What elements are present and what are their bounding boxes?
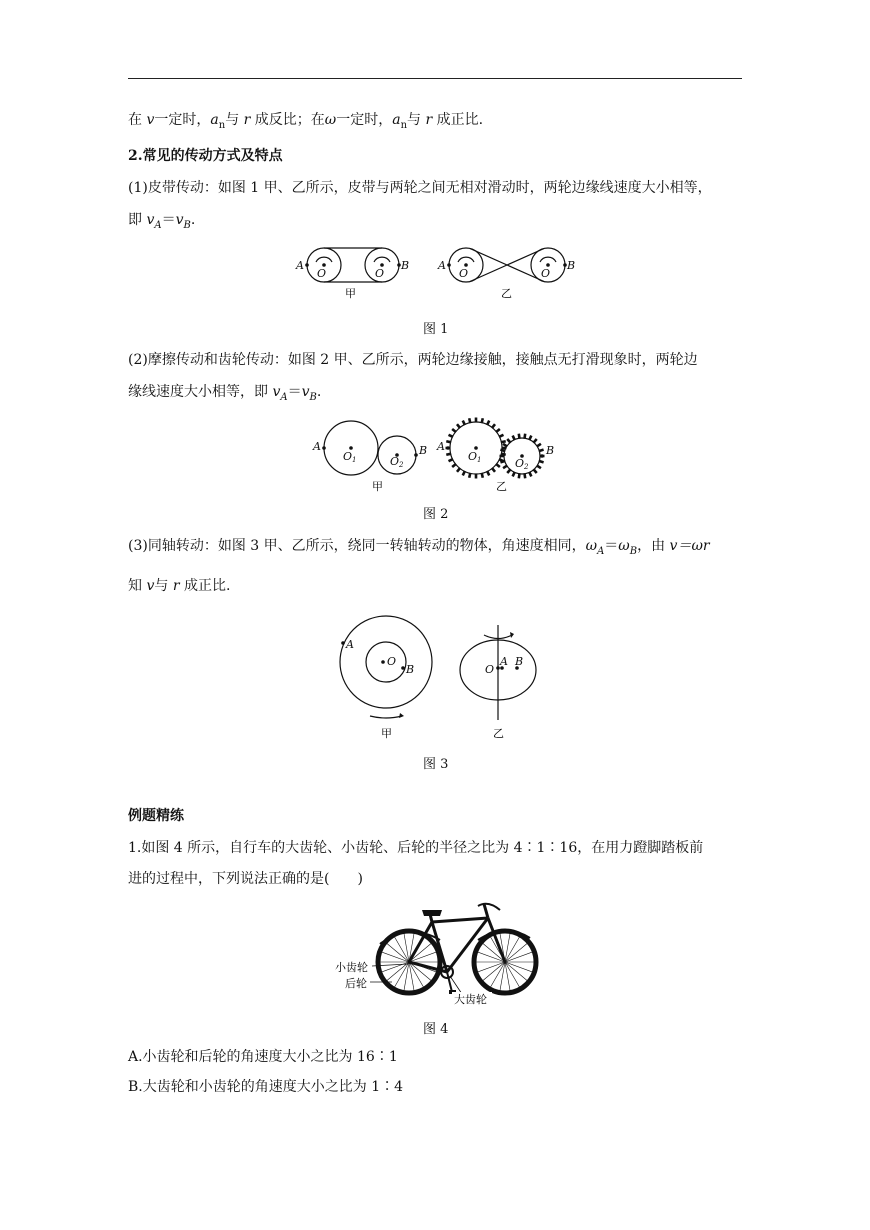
fig1-label-B: B [401,259,410,272]
section-heading: 2.常见的传动方式及特点 [128,148,283,164]
svg-text:B: B [567,259,576,272]
svg-text:B: B [546,444,555,457]
figure-2-friction-gear [0,410,870,500]
figure-1-caption: 图 1 [423,322,449,337]
fig1-label-jia: 甲 [345,287,356,300]
fig3-label-jia: 甲 [381,727,392,740]
paragraph-centripetal: 在 v一定时，$a_n$与 r 成反比；在ω一定时，$a_n$与 r 成正比. [128,112,484,131]
fig1-label-A: A [296,259,304,272]
svg-text:O2: O2 [515,457,529,471]
figure-3-caption: 图 3 [423,757,449,772]
svg-text:O: O [485,663,495,676]
friction-text-line1: (2)摩擦传动和齿轮传动：如图 2 甲、乙所示，两轮边缘接触，接触点无打滑现象时，两轮边 [128,352,698,368]
coaxial-text-line2: 知 v与 r 成正比. [128,578,231,594]
header-rule [128,78,742,79]
figure-3-coaxial [0,610,870,750]
option-b: B.大齿轮和小齿轮的角速度大小之比为 1∶4 [128,1079,404,1095]
svg-text:A: A [346,638,354,651]
option-a: A.小齿轮和后轮的角速度大小之比为 16∶1 [128,1049,398,1065]
svg-text:A: A [437,440,445,453]
figure-4-caption: 图 4 [423,1022,449,1037]
examples-heading: 例题精练 [128,808,184,824]
svg-text:O: O [317,267,327,280]
fig2-label-jia: 甲 [372,480,383,493]
fig3-label-yi: 乙 [493,727,504,740]
svg-text:B: B [419,444,428,457]
label-rear-wheel: 后轮 [345,977,367,990]
figure-2-caption: 图 2 [423,507,449,522]
fig2-label-yi: 乙 [496,480,507,493]
svg-text:O: O [541,267,551,280]
figure-4-bicycle [0,900,870,1015]
svg-text:B: B [406,663,415,676]
svg-text:A: A [500,655,508,668]
question-1-line1: 1.如图 4 所示，自行车的大齿轮、小齿轮、后轮的半径之比为 4∶1∶16，在用力蹬脚踏板前 [128,840,704,856]
svg-text:A: A [438,259,446,272]
coaxial-text-line1: (3)同轴转动：如图 3 甲、乙所示，绕同一转轴转动的物体，角速度相同，$\omega_A=\omega_B$，由 v＝ωr [128,538,710,557]
svg-text:O: O [459,267,469,280]
friction-text-line2: 缘线速度大小相等，即 $v_A=v_B$. [128,384,322,403]
svg-text:A: A [313,440,321,453]
belt-text-line2: 即 $v_A=v_B$. [128,212,196,231]
question-1-line2: 进的过程中，下列说法正确的是( ) [128,871,363,887]
label-big-gear: 大齿轮 [454,993,487,1006]
figure-1-belt-drives [0,240,870,320]
belt-text-line1: (1)皮带传动：如图 1 甲、乙所示，皮带与两轮之间无相对滑动时，两轮边缘线速度大小相等， [128,180,712,196]
svg-text:O: O [387,655,397,668]
svg-text:B: B [515,655,524,668]
label-small-gear: 小齿轮 [335,961,368,974]
svg-text:O2: O2 [390,455,404,469]
svg-text:O1: O1 [468,450,482,464]
fig1-label-yi: 乙 [501,287,512,300]
svg-text:O1: O1 [343,450,357,464]
svg-text:O: O [375,267,385,280]
